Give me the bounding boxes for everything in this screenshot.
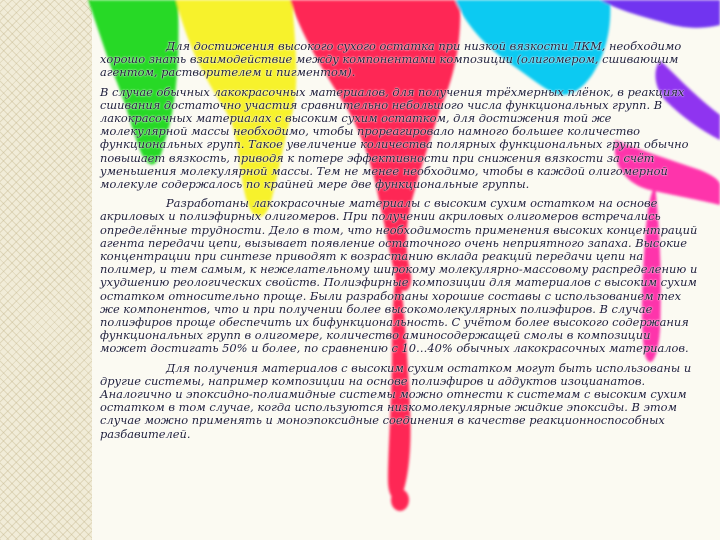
paragraph-3: Разработаны лакокрасочные материалы с высоким сухим остатком на основе акриловых и полиэфирных олигомеров. При получении акриловых олигомеров встречались определённые трудности. Дело в том, что необходимость применения высоких концентраций агента передачи цепи, вызывает появление остаточного очень неприятного запаха. Высокие концентрации при синтезе приводят к возрастанию вклада реакций передачи цепи на полимер, и тем самым, к нежелательному широкому молекулярно-массовому распределению и ухудшению реологических свойств. Полиэфирные композиции для материалов с высоким сухим остатком относительно проще. Были разработаны хорошие составы с использованием тех же компонентов, что и при получении более высокомолекулярных полиэфиров. В случае полиэфиров проще обеспечить их бифункциональность. С учётом более высокого содержания функциональных групп в олигомере, количество аминосодержащей смолы в композиции может достигать 50% и более, по сравнению с 10…40% обычных лакокрасочных материалов.	[100, 196, 698, 356]
paragraph-1: Для достижения высокого сухого остатка при низкой вязкости ЛКМ, необходимо хорошо знать взаимодействие между компонентами композиции (олигомером, сшивающим агентом, растворителем и пигментом).	[100, 39, 682, 80]
paragraph-4: Для получения материалов с высоким сухим остатком могут быть использованы и другие системы, например композиции на основе полиэфиров и аддуктов изоцианатов. Аналогично и эпоксидно-полиамидные системы можно отнести к системам с высоким сухим остатком в том случае, когда используются низкомолекулярные жидкие эпоксиды. В этом случае можно применять и моноэпоксидные соединения в качестве реакционноспособных разбавителей.	[100, 360, 692, 441]
paragraph-2: В случае обычных лакокрасочных материалов, для получения трёхмерных плёнок, в реакциях сшивания достаточно участия сравнительно небольшого числа функциональных групп. В лакокрасочных материалах с высоким сухим остатком, для достижения той же молекулярной массы необходимо, чтобы прореагировало намного большее количество функциональных групп. Такое увеличение количества полярных функциональных групп обычно повышает вязкость, приводя к потере эффективности при снижения вязкости за счёт уменьшения молекулярной массы. Тем не менее необходимо, чтобы в каждой олигомерной молекуле содержалось по крайней мере две функциональные группы.	[100, 84, 689, 192]
purple-paint-drip	[600, 0, 720, 28]
slide-body	[100, 40, 700, 447]
